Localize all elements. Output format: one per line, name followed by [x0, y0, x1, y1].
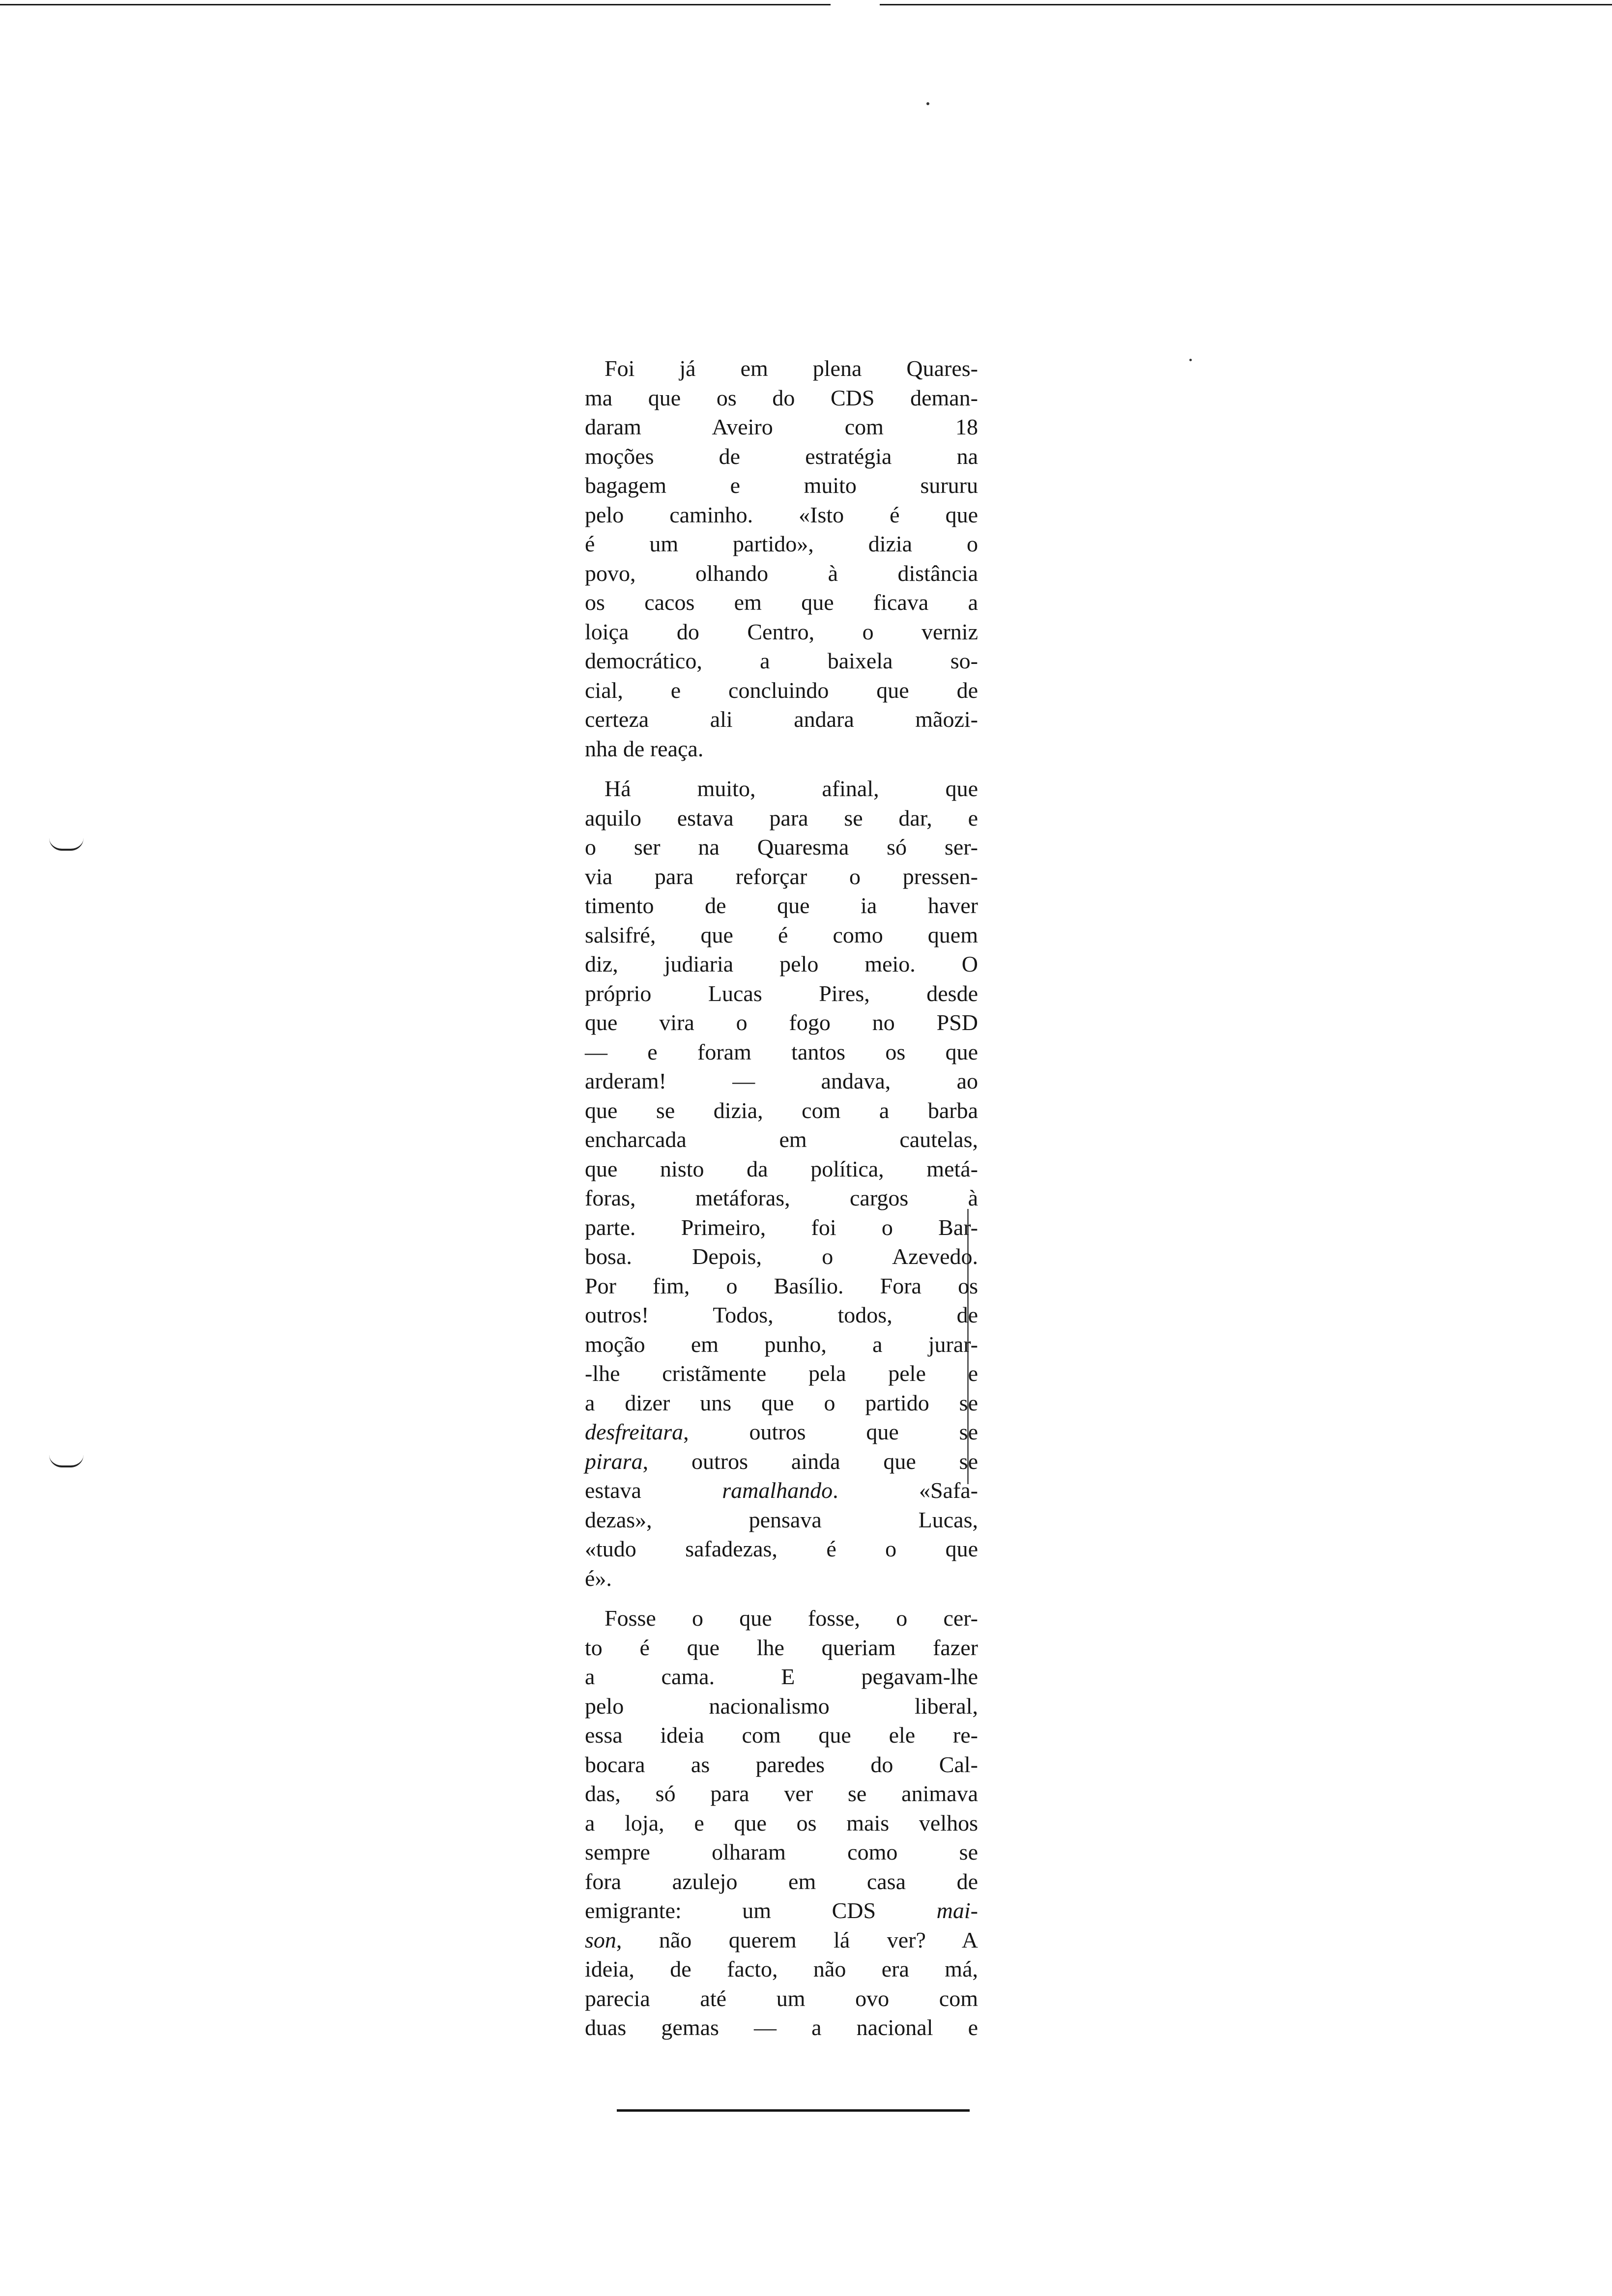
- text-line: ma que os do CDS deman-: [585, 385, 978, 410]
- top-rule-left: [0, 4, 831, 5]
- text-line: ideia, de facto, não era má,: [585, 1956, 978, 1981]
- text-line: é um partido», dizia o: [585, 531, 978, 556]
- article-end-rule: [617, 2109, 970, 2112]
- text-line: salsifré, que é como quem: [585, 922, 978, 947]
- article-paragraph-3: [585, 1604, 978, 2042]
- text-line: essa ideia com que ele re-: [585, 1722, 978, 1748]
- speck: [1189, 359, 1192, 361]
- text-line: aquilo estava para se dar, e: [585, 805, 978, 831]
- text-line: a cama. E pegavam-lhe: [585, 1664, 978, 1689]
- text-line: foras, metáforas, cargos à: [585, 1185, 978, 1210]
- text-line: -lhe cristãmente pela pele e: [585, 1361, 978, 1386]
- text-line: que nisto da política, metá-: [585, 1156, 978, 1181]
- text-line: pelo nacionalismo liberal,: [585, 1693, 978, 1719]
- text-line: o ser na Quaresma só ser-: [585, 834, 978, 860]
- top-rule-right: [880, 4, 1612, 5]
- article-paragraph-1: [585, 354, 978, 763]
- text-line: «tudo safadezas, é o que: [585, 1536, 978, 1561]
- text-line: a loja, e que os mais velhos: [585, 1810, 978, 1836]
- text-line: nha de reaça.: [585, 736, 704, 761]
- text-line: via para reforçar o pressen-: [585, 863, 978, 889]
- text-line: bagagem e muito sururu: [585, 473, 978, 498]
- text-line: Fosse o que fosse, o cer-: [604, 1606, 978, 1631]
- text-line: Por fim, o Basílio. Fora os: [585, 1273, 978, 1298]
- text-line: moções de estratégia na: [585, 443, 978, 469]
- text-line: povo, olhando à distância: [585, 560, 978, 586]
- text-line: parecia até um ovo com: [585, 1985, 978, 2011]
- text-line: duas gemas — a nacional e: [585, 2015, 978, 2040]
- text-line: encharcada em cautelas,: [585, 1127, 978, 1152]
- text-line: loiça do Centro, o verniz: [585, 619, 978, 644]
- text-line: cial, e concluindo que de: [585, 677, 978, 703]
- text-line: democrático, a baixela so-: [585, 648, 978, 673]
- margin-bracket-mark: [49, 838, 84, 851]
- text-line: — e foram tantos os que: [585, 1039, 978, 1064]
- text-line: sempre olharam como se: [585, 1839, 978, 1865]
- text-line: bosa. Depois, o Azevedo.: [585, 1244, 978, 1269]
- text-line: dezas», pensava Lucas,: [585, 1507, 978, 1532]
- text-line-italic: estava ramalhando. «Safa-: [585, 1478, 978, 1503]
- text-line: das, só para ver se animava: [585, 1781, 978, 1806]
- text-line: diz, judiaria pelo meio. O: [585, 951, 978, 976]
- text-line: arderam! — andava, ao: [585, 1068, 978, 1093]
- text-line: que vira o fogo no PSD: [585, 1010, 978, 1035]
- text-line-italic: pirara, outros ainda que se: [585, 1448, 978, 1474]
- text-line: pelo caminho. «Isto é que: [585, 502, 978, 527]
- margin-bracket-mark: [49, 1455, 84, 1467]
- text-line: son, não querem lá ver? A: [585, 1927, 978, 1952]
- text-line: moção em punho, a jurar-: [585, 1331, 978, 1357]
- text-line: bocara as paredes do Cal-: [585, 1751, 978, 1777]
- text-line: daram Aveiro com 18: [585, 414, 978, 439]
- article-column: [585, 354, 978, 2042]
- text-line: parte. Primeiro, foi o Bar-: [585, 1214, 978, 1240]
- text-line: próprio Lucas Pires, desde: [585, 980, 978, 1006]
- text-line: os cacos em que ficava a: [585, 590, 978, 615]
- text-line: certeza ali andara mãozi-: [585, 707, 978, 732]
- text-line: outros! Todos, todos, de: [585, 1302, 978, 1327]
- text-line: emigrante: um CDS mai-: [585, 1898, 978, 1923]
- text-line: a dizer uns que o partido se: [585, 1390, 978, 1415]
- speck: [926, 102, 929, 105]
- article-paragraph-2: [585, 774, 978, 1593]
- text-line-italic: desfreitara, outros que se: [585, 1419, 978, 1444]
- text-line: Foi já em plena Quares-: [604, 356, 978, 381]
- text-line: Há muito, afinal, que: [604, 776, 978, 801]
- text-line: timento de que ia haver: [585, 893, 978, 918]
- text-line: é».: [585, 1565, 612, 1591]
- text-line: to é que lhe queriam fazer: [585, 1635, 978, 1660]
- text-line: fora azulejo em casa de: [585, 1868, 978, 1894]
- text-line: que se dizia, com a barba: [585, 1097, 978, 1123]
